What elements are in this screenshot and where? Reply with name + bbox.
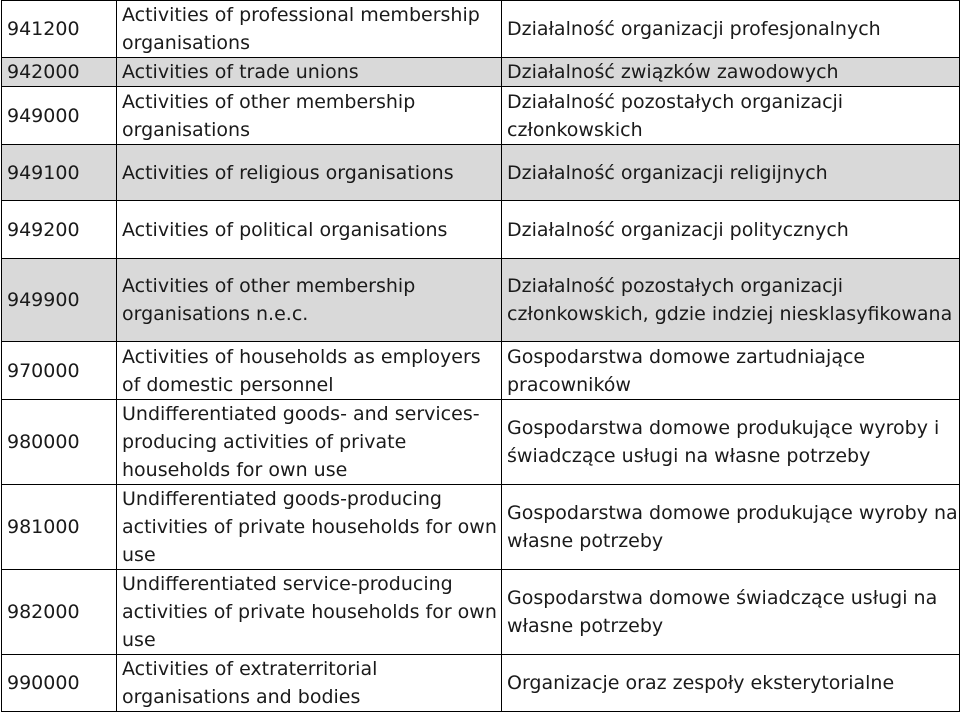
row-code: 980000 bbox=[2, 400, 117, 485]
row-polish-description: Działalność organizacji profesjonalnych bbox=[502, 1, 960, 58]
row-code: 949200 bbox=[2, 201, 117, 259]
row-polish-description: Gospodarstwa domowe zartudniające pracowników bbox=[502, 342, 960, 400]
table-row bbox=[2, 87, 960, 145]
classification-table-container bbox=[1, 0, 959, 706]
row-english-description: Activities of other membership organisations n.e.c. bbox=[117, 259, 502, 342]
row-code: 949900 bbox=[2, 259, 117, 342]
table-row bbox=[2, 145, 960, 201]
row-code: 941200 bbox=[2, 1, 117, 58]
row-english-description: Undifferentiated goods-producing activities of private households for own use bbox=[117, 485, 502, 570]
row-polish-description: Gospodarstwa domowe produkujące wyroby na własne potrzeby bbox=[502, 485, 960, 570]
row-polish-description: Organizacje oraz zespoły eksterytorialne bbox=[502, 655, 960, 712]
row-code: 949100 bbox=[2, 145, 117, 201]
row-code: 990000 bbox=[2, 655, 117, 712]
table-row bbox=[2, 1, 960, 58]
table-row bbox=[2, 259, 960, 342]
row-english-description: Activities of extraterritorial organisations and bodies bbox=[117, 655, 502, 712]
row-english-description: Activities of political organisations bbox=[117, 201, 502, 259]
row-english-description: Activities of religious organisations bbox=[117, 145, 502, 201]
table-row bbox=[2, 400, 960, 485]
row-polish-description: Działalność organizacji religijnych bbox=[502, 145, 960, 201]
row-polish-description: Działalność pozostałych organizacji członkowskich bbox=[502, 87, 960, 145]
row-polish-description: Działalność organizacji politycznych bbox=[502, 201, 960, 259]
row-polish-description: Gospodarstwa domowe produkujące wyroby i świadczące usługi na własne potrzeby bbox=[502, 400, 960, 485]
row-polish-description: Działalność związków zawodowych bbox=[502, 58, 960, 87]
row-english-description: Activities of households as employers of domestic personnel bbox=[117, 342, 502, 400]
row-english-description: Activities of trade unions bbox=[117, 58, 502, 87]
table-row bbox=[2, 485, 960, 570]
classification-table bbox=[1, 0, 960, 712]
row-code: 942000 bbox=[2, 58, 117, 87]
row-english-description: Activities of other membership organisations bbox=[117, 87, 502, 145]
row-code: 949000 bbox=[2, 87, 117, 145]
row-code: 982000 bbox=[2, 570, 117, 655]
table-row bbox=[2, 655, 960, 712]
table-row bbox=[2, 342, 960, 400]
row-english-description: Undifferentiated goods- and services-producing activities of private households for own use bbox=[117, 400, 502, 485]
row-english-description: Activities of professional membership organisations bbox=[117, 1, 502, 58]
table-row bbox=[2, 201, 960, 259]
row-polish-description: Gospodarstwa domowe świadczące usługi na własne potrzeby bbox=[502, 570, 960, 655]
table-row bbox=[2, 570, 960, 655]
row-polish-description: Działalność pozostałych organizacji członkowskich, gdzie indziej niesklasyfikowana bbox=[502, 259, 960, 342]
row-code: 981000 bbox=[2, 485, 117, 570]
row-code: 970000 bbox=[2, 342, 117, 400]
row-english-description: Undifferentiated service-producing activities of private households for own use bbox=[117, 570, 502, 655]
table-row bbox=[2, 58, 960, 87]
